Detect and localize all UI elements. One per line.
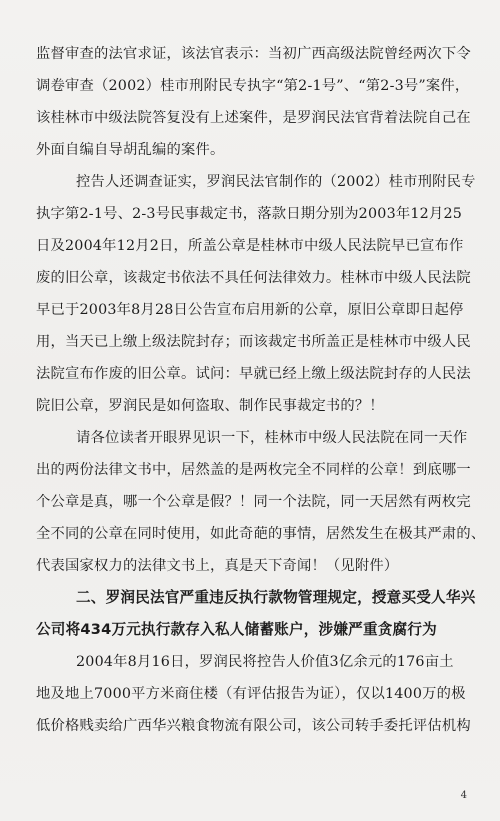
paragraph-start-line: 2004年8月16日，罗润民将控告人价值3亿余元的176亩土: [76, 654, 454, 670]
text-line: 出的两份法律文书中，居然盖的是两枚完全不同样的公章！到底哪一: [36, 462, 471, 478]
text-line: 代表国家权力的法律文书上，真是天下奇闻！（见附件）: [36, 558, 399, 574]
section-heading: 二、罗润民法官严重违反执行款物管理规定，授意买受人华兴: [76, 589, 476, 606]
text-line: 外面自编自导胡乱编的案件。: [36, 142, 225, 158]
text-line: 调卷审查（2002）桂市刑附民专执字“第2-1号”、“第2-3号”案件，: [36, 78, 470, 94]
text-line: 该桂林市中级法院答复没有上述案件，是罗润民法官背着法院自己在: [36, 110, 471, 126]
text-line: 废的旧公章，该裁定书依法不具任何法律效力。桂林市中级人民法院: [36, 270, 471, 286]
text-line: 个公章是真，哪一个公章是假？！同一个法院，同一天居然有两枚完: [36, 494, 471, 510]
section-heading-continuation: 公司将434万元执行款存入私人储蓄账户，涉嫌严重贪腐行为: [36, 621, 437, 638]
text-line: 日及2004年12月2日，所盖公章是桂林市中级人民法院早已宣布作: [36, 238, 464, 254]
text-line: 全不同的公章在同时使用，如此奇葩的事情，居然发生在极其严肃的、: [36, 526, 486, 542]
text-line: 执字第2-1号、2-3号民事裁定书，落款日期分别为2003年12月25: [36, 206, 463, 222]
body-text: [36, 38, 486, 742]
text-line: 监督审查的法官求证，该法官表示：当初广西高级法院曾经两次下令: [36, 46, 471, 62]
text-line: 用，当天已上缴上级法院封存；而该裁定书所盖正是桂林市中级人民: [36, 334, 471, 350]
text-line: 早已于2003年8月28日公告宣布启用新的公章，原旧公章即日起停: [36, 302, 464, 318]
text-line: 地及地上7000平方米商住楼（有评估报告为证），仅以1400万的极: [36, 686, 466, 702]
page-number: 4: [460, 790, 467, 801]
paragraph-start-line: 请各位读者开眼界见识一下，桂林市中级人民法院在同一天作: [76, 430, 468, 446]
text-line: 院旧公章，罗润民是如何盗取、制作民事裁定书的？！: [36, 398, 384, 414]
text-line: 低价格贱卖给广西华兴粮食物流有限公司，该公司转手委托评估机构: [36, 718, 471, 734]
text-line: 法院宣布作废的旧公章。试问：早就已经上缴上级法院封存的人民法: [36, 366, 471, 382]
paragraph-start-line: 控告人还调查证实，罗润民法官制作的（2002）桂市刑附民专: [76, 174, 476, 190]
